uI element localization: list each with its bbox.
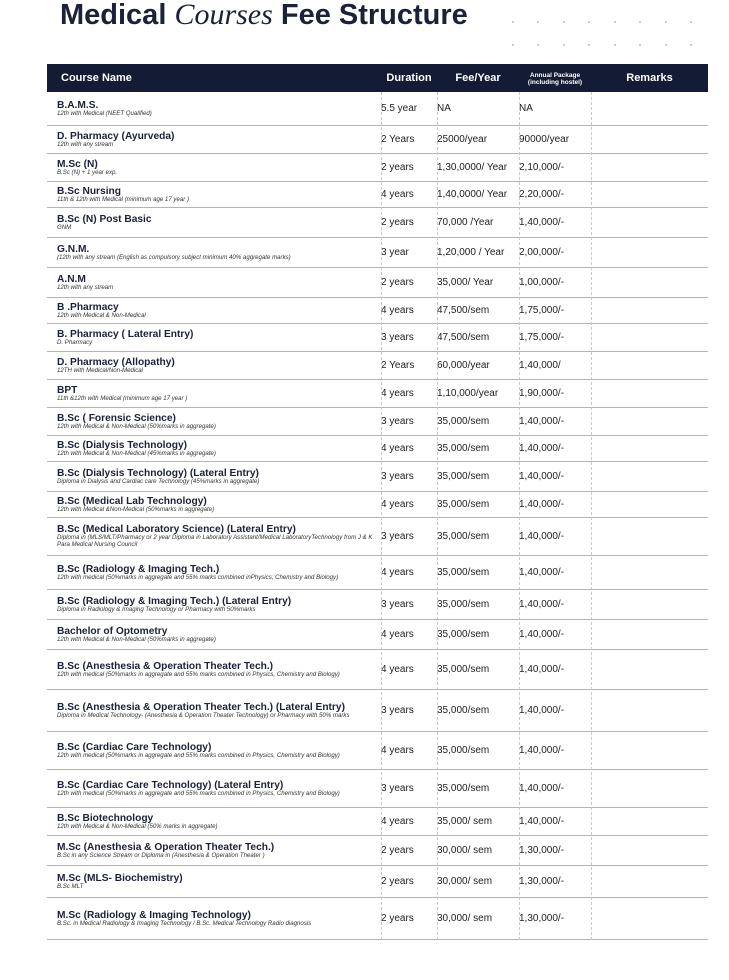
package-cell: 1,75,000/- bbox=[519, 332, 565, 343]
course-eligibility: 12th with any stream bbox=[57, 283, 114, 291]
duration-cell: 4 years bbox=[381, 664, 414, 675]
fee-cell: 35,000/sem bbox=[437, 599, 490, 610]
title-word-fee-structure: Fee Structure bbox=[280, 0, 468, 31]
duration-cell: 4 years bbox=[381, 189, 414, 200]
fee-cell: 35,000/sem bbox=[437, 416, 490, 427]
duration-cell: 2 years bbox=[381, 845, 414, 856]
header-fee: Fee/Year bbox=[455, 72, 501, 84]
package-cell: 1,40,000/- bbox=[519, 816, 565, 827]
course-eligibility: 12th with any stream bbox=[57, 140, 114, 148]
table-row bbox=[47, 732, 708, 770]
duration-cell: 4 years bbox=[381, 499, 414, 510]
table-row bbox=[47, 380, 708, 408]
course-eligibility: 11th & 12th with Medical (minimum age 17 year ) bbox=[57, 195, 189, 203]
package-cell: 1,30,000/- bbox=[519, 876, 565, 887]
duration-cell: 3 years bbox=[381, 705, 414, 716]
course-cell bbox=[47, 468, 381, 486]
course-name: B.Sc (Medical Laboratory Science) (Lateral Entry) bbox=[57, 524, 296, 536]
fee-cell: 35,000/sem bbox=[437, 705, 490, 716]
course-cell bbox=[47, 329, 381, 347]
course-eligibility: 12th with Medical & Non-Medical bbox=[57, 311, 146, 319]
table-row bbox=[47, 126, 708, 154]
course-eligibility: 12th with medical (50%marks in aggregate and 55% marks combined in Physics, Chemistry and Biology) bbox=[57, 751, 340, 759]
package-cell: 1,40,000/- bbox=[519, 416, 565, 427]
package-cell: 1,40,000/- bbox=[519, 745, 565, 756]
package-cell: 1,40,000/- bbox=[519, 217, 565, 228]
course-eligibility: Diploma in Dialysis and Cardiac care Technology (45%marks in aggregate) bbox=[57, 477, 260, 485]
course-cell bbox=[47, 131, 381, 149]
course-name: B.Sc (Radiology & Imaging Tech.) bbox=[57, 563, 220, 575]
course-eligibility: Diploma in (MLS/MLT/Pharmacy or 2 year Diploma in Laboratory Assistant/Medical LaboratoryTechnology from J & K Para Medical Nursing Council bbox=[57, 534, 373, 548]
course-eligibility: 12TH with Medical/Non-Medical bbox=[57, 366, 144, 374]
table-row bbox=[47, 770, 708, 808]
fee-cell: 1,20,000 / Year bbox=[437, 247, 505, 258]
course-name: B.A.M.S. bbox=[57, 99, 99, 111]
duration-cell: 3 years bbox=[381, 332, 414, 343]
course-cell bbox=[47, 186, 381, 204]
course-eligibility: 12th with Medical & Non-Medical (50%marks in aggregate) bbox=[57, 422, 216, 430]
fee-cell: NA bbox=[437, 103, 451, 114]
package-cell: 1,40,000/- bbox=[519, 531, 565, 542]
course-name: B.Sc (Radiology & Imaging Tech.) (Lateral Entry) bbox=[57, 595, 292, 607]
fee-cell: 35,000/sem bbox=[437, 745, 490, 756]
header-duration: Duration bbox=[386, 72, 432, 84]
course-cell bbox=[47, 842, 381, 860]
table-row bbox=[47, 462, 708, 492]
table-row bbox=[47, 324, 708, 352]
duration-cell: 4 years bbox=[381, 443, 414, 454]
package-cell: 1,40,000/ bbox=[519, 360, 561, 371]
header-remarks: Remarks bbox=[626, 72, 673, 84]
table-row bbox=[47, 182, 708, 208]
fee-cell: 47,500/sem bbox=[437, 305, 490, 316]
course-cell bbox=[47, 661, 381, 679]
course-name: B .Pharmacy bbox=[57, 301, 119, 313]
course-eligibility: 12th with Medical &Non-Medical (50%marks in aggregate) bbox=[57, 505, 215, 513]
course-eligibility: B.Sc. in Medical Radiology & Imaging Technology / B.Sc. Medical Technology Radio diagnosis bbox=[57, 919, 312, 927]
column-divider bbox=[591, 92, 592, 940]
course-cell bbox=[47, 626, 381, 644]
course-name: B.Sc (Cardiac Care Technology) (Lateral Entry) bbox=[57, 779, 284, 791]
fee-cell: 35,000/ Year bbox=[437, 277, 494, 288]
duration-cell: 2 years bbox=[381, 913, 414, 924]
course-name: B.Sc (Anesthesia & Operation Theater Tech.) (Lateral Entry) bbox=[57, 701, 345, 713]
course-eligibility: B.Sc in any Science Stream or Diploma in (Anesthesia & Operation Theater ) bbox=[57, 851, 265, 859]
duration-cell: 4 years bbox=[381, 567, 414, 578]
column-divider bbox=[519, 92, 520, 940]
package-cell: 1,40,000/- bbox=[519, 664, 565, 675]
course-name: M.Sc (Anesthesia & Operation Theater Tech.) bbox=[57, 841, 275, 853]
course-cell bbox=[47, 873, 381, 891]
table-row bbox=[47, 238, 708, 268]
header-course-name: Course Name bbox=[61, 72, 132, 84]
fee-cell: 35,000/ sem bbox=[437, 816, 493, 827]
duration-cell: 3 year bbox=[381, 247, 409, 258]
course-name: M.Sc (N) bbox=[57, 158, 98, 170]
fee-cell: 35,000/sem bbox=[437, 443, 490, 454]
fee-cell: 30,000/ sem bbox=[437, 876, 493, 887]
course-cell bbox=[47, 496, 381, 514]
table-row bbox=[47, 898, 708, 940]
course-cell bbox=[47, 910, 381, 928]
course-cell bbox=[47, 357, 381, 375]
table-row bbox=[47, 690, 708, 732]
fee-cell: 30,000/ sem bbox=[437, 845, 493, 856]
course-name: A.N.M bbox=[57, 273, 86, 285]
course-name: B.Sc (Anesthesia & Operation Theater Tech.) bbox=[57, 660, 274, 672]
duration-cell: 2 Years bbox=[381, 134, 415, 145]
course-cell bbox=[47, 302, 381, 320]
course-name: Bachelor of Optometry bbox=[57, 625, 168, 637]
course-cell bbox=[47, 742, 381, 760]
fee-cell: 35,000/sem bbox=[437, 629, 490, 640]
course-cell bbox=[47, 244, 381, 262]
decorative-dot-row bbox=[512, 44, 692, 46]
table-row bbox=[47, 154, 708, 182]
package-cell: 90000/year bbox=[519, 134, 570, 145]
course-cell bbox=[47, 214, 381, 232]
course-eligibility: GNM bbox=[57, 223, 72, 231]
course-cell bbox=[47, 596, 381, 614]
package-cell: 1,40,000/- bbox=[519, 499, 565, 510]
package-cell: 2,10,000/- bbox=[519, 162, 565, 173]
fee-cell: 1,30,0000/ Year bbox=[437, 162, 508, 173]
table-row bbox=[47, 492, 708, 518]
fee-cell: 25000/year bbox=[437, 134, 488, 145]
course-name: B. Pharmacy ( Lateral Entry) bbox=[57, 328, 194, 340]
course-name: B.Sc (Medical Lab Technology) bbox=[57, 495, 207, 507]
package-cell: 2,00,000/- bbox=[519, 247, 565, 258]
course-name: B.Sc (Dialysis Technology) bbox=[57, 439, 188, 451]
fee-cell: 1,40,0000/ Year bbox=[437, 189, 508, 200]
duration-cell: 3 years bbox=[381, 416, 414, 427]
package-cell: NA bbox=[519, 103, 533, 114]
duration-cell: 2 years bbox=[381, 217, 414, 228]
package-cell: 1,40,000/- bbox=[519, 471, 565, 482]
course-name: B.Sc Biotechnology bbox=[57, 812, 154, 824]
table-row bbox=[47, 352, 708, 380]
course-name: D. Pharmacy (Ayurveda) bbox=[57, 130, 175, 142]
course-eligibility: 12th with Medical (NEET Qualified) bbox=[57, 109, 152, 117]
course-eligibility: 12th with Medical & Non-Medical (50%marks in aggregate) bbox=[57, 635, 216, 643]
table-row bbox=[47, 92, 708, 126]
table-row bbox=[47, 518, 708, 556]
table-row bbox=[47, 650, 708, 690]
table-row bbox=[47, 208, 708, 238]
column-divider bbox=[437, 92, 438, 940]
duration-cell: 2 years bbox=[381, 277, 414, 288]
course-eligibility: 11th &12th with Medical (minimum age 17 year ) bbox=[57, 394, 188, 402]
course-cell bbox=[47, 813, 381, 831]
course-eligibility: 12th with Medical & Non-Medical (50% marks in aggregate) bbox=[57, 822, 218, 830]
course-name: M.Sc (MLS- Biochemistry) bbox=[57, 872, 183, 884]
course-cell bbox=[47, 524, 381, 549]
course-cell bbox=[47, 385, 381, 403]
course-eligibility: B.Sc (N) + 1 year exp. bbox=[57, 168, 118, 176]
course-eligibility: Diploma in Medical Technology- (Anesthesia & Operation Theater Technology) or Pharmacy with 50% marks bbox=[57, 711, 350, 719]
duration-cell: 3 years bbox=[381, 783, 414, 794]
course-name: BPT bbox=[57, 384, 78, 396]
duration-cell: 2 Years bbox=[381, 360, 415, 371]
table-row bbox=[47, 590, 708, 620]
course-cell bbox=[47, 440, 381, 458]
fee-cell: 35,000/sem bbox=[437, 499, 490, 510]
package-cell: 1,40,000/- bbox=[519, 443, 565, 454]
course-name: B.Sc ( Forensic Science) bbox=[57, 412, 176, 424]
course-cell bbox=[47, 564, 381, 582]
package-cell: 1,40,000/- bbox=[519, 567, 565, 578]
package-cell: 1,30,000/- bbox=[519, 913, 565, 924]
duration-cell: 3 years bbox=[381, 599, 414, 610]
course-cell bbox=[47, 413, 381, 431]
course-cell bbox=[47, 159, 381, 177]
course-eligibility: B.Sc MLT bbox=[57, 882, 84, 890]
package-cell: 1,40,000/- bbox=[519, 629, 565, 640]
table-row bbox=[47, 556, 708, 590]
course-cell bbox=[47, 780, 381, 798]
course-eligibility: Diploma in Radiology & Imaging Technology or Pharmacy with 50%marks bbox=[57, 605, 256, 613]
table-row bbox=[47, 298, 708, 324]
title-word-courses: Courses bbox=[174, 0, 273, 31]
table-row bbox=[47, 866, 708, 898]
course-name: D. Pharmacy (Allopathy) bbox=[57, 356, 175, 368]
package-cell: 1,75,000/- bbox=[519, 305, 565, 316]
course-eligibility: 12th with medical (50%marks in aggregate and 55% marks combined in Physics, Chemistry and Biology) bbox=[57, 670, 340, 678]
fee-cell: 35,000/sem bbox=[437, 664, 490, 675]
course-name: M.Sc (Radiology & Imaging Technology) bbox=[57, 909, 251, 921]
course-name: B.Sc (N) Post Basic bbox=[57, 213, 152, 225]
fee-cell: 35,000/sem bbox=[437, 471, 490, 482]
page-title bbox=[60, 0, 468, 32]
table-row bbox=[47, 836, 708, 866]
course-cell bbox=[47, 100, 381, 118]
table-row bbox=[47, 408, 708, 436]
duration-cell: 4 years bbox=[381, 745, 414, 756]
package-cell: 1,90,000/- bbox=[519, 388, 565, 399]
course-name: B.Sc Nursing bbox=[57, 185, 121, 197]
fee-cell: 1,10,000/year bbox=[437, 388, 499, 399]
course-cell bbox=[47, 702, 381, 720]
package-cell: 1,30,000/- bbox=[519, 845, 565, 856]
package-cell: 1,40,000/- bbox=[519, 783, 565, 794]
course-eligibility: 12th with medical (50%marks in aggregate and 55% marks combined inPhysics, Chemistry and Biology) bbox=[57, 573, 339, 581]
fee-cell: 30,000/ sem bbox=[437, 913, 493, 924]
table-row bbox=[47, 620, 708, 650]
course-eligibility: 12th with Medical & Non-Medical (45%marks in aggregate) bbox=[57, 449, 216, 457]
course-name: B.Sc (Cardiac Care Technology) bbox=[57, 741, 212, 753]
course-name: G.N.M. bbox=[57, 243, 90, 255]
duration-cell: 4 years bbox=[381, 305, 414, 316]
fee-cell: 35,000/sem bbox=[437, 531, 490, 542]
course-eligibility: (12th with any stream (English as compulsory subject minimum 40% aggregate marks) bbox=[57, 253, 291, 261]
course-cell bbox=[47, 274, 381, 292]
header-annual-package: Annual Package (including hostel) bbox=[527, 71, 583, 86]
duration-cell: 4 years bbox=[381, 388, 414, 399]
package-cell: 1,40,000/- bbox=[519, 599, 565, 610]
fee-cell: 35,000/sem bbox=[437, 783, 490, 794]
decorative-dot-row bbox=[512, 21, 692, 23]
course-name: B.Sc (Dialysis Technology) (Lateral Entry) bbox=[57, 467, 259, 479]
title-word-medical: Medical bbox=[60, 0, 167, 31]
duration-cell: 4 years bbox=[381, 629, 414, 640]
package-cell: 2,20,000/- bbox=[519, 189, 565, 200]
course-eligibility: 12th with medical (50%marks in aggregate and 55% marks combined in Physics, Chemistry and Biology) bbox=[57, 789, 340, 797]
package-cell: 1,00,000/- bbox=[519, 277, 565, 288]
table-row bbox=[47, 808, 708, 836]
duration-cell: 4 years bbox=[381, 816, 414, 827]
duration-cell: 2 years bbox=[381, 876, 414, 887]
fee-cell: 60,000/year bbox=[437, 360, 490, 371]
fee-cell: 70,000 /Year bbox=[437, 217, 494, 228]
duration-cell: 2 years bbox=[381, 162, 414, 173]
duration-cell: 3 years bbox=[381, 531, 414, 542]
table-body bbox=[47, 92, 708, 940]
column-divider bbox=[381, 92, 382, 940]
fee-table bbox=[47, 64, 708, 940]
course-eligibility: D. Pharmacy bbox=[57, 338, 93, 346]
package-cell: 1,40,000/- bbox=[519, 705, 565, 716]
table-header bbox=[47, 64, 708, 92]
duration-cell: 5.5 year bbox=[381, 103, 418, 114]
table-row bbox=[47, 436, 708, 462]
fee-cell: 47,500/sem bbox=[437, 332, 490, 343]
fee-cell: 35,000/sem bbox=[437, 567, 490, 578]
table-row bbox=[47, 268, 708, 298]
duration-cell: 3 years bbox=[381, 471, 414, 482]
